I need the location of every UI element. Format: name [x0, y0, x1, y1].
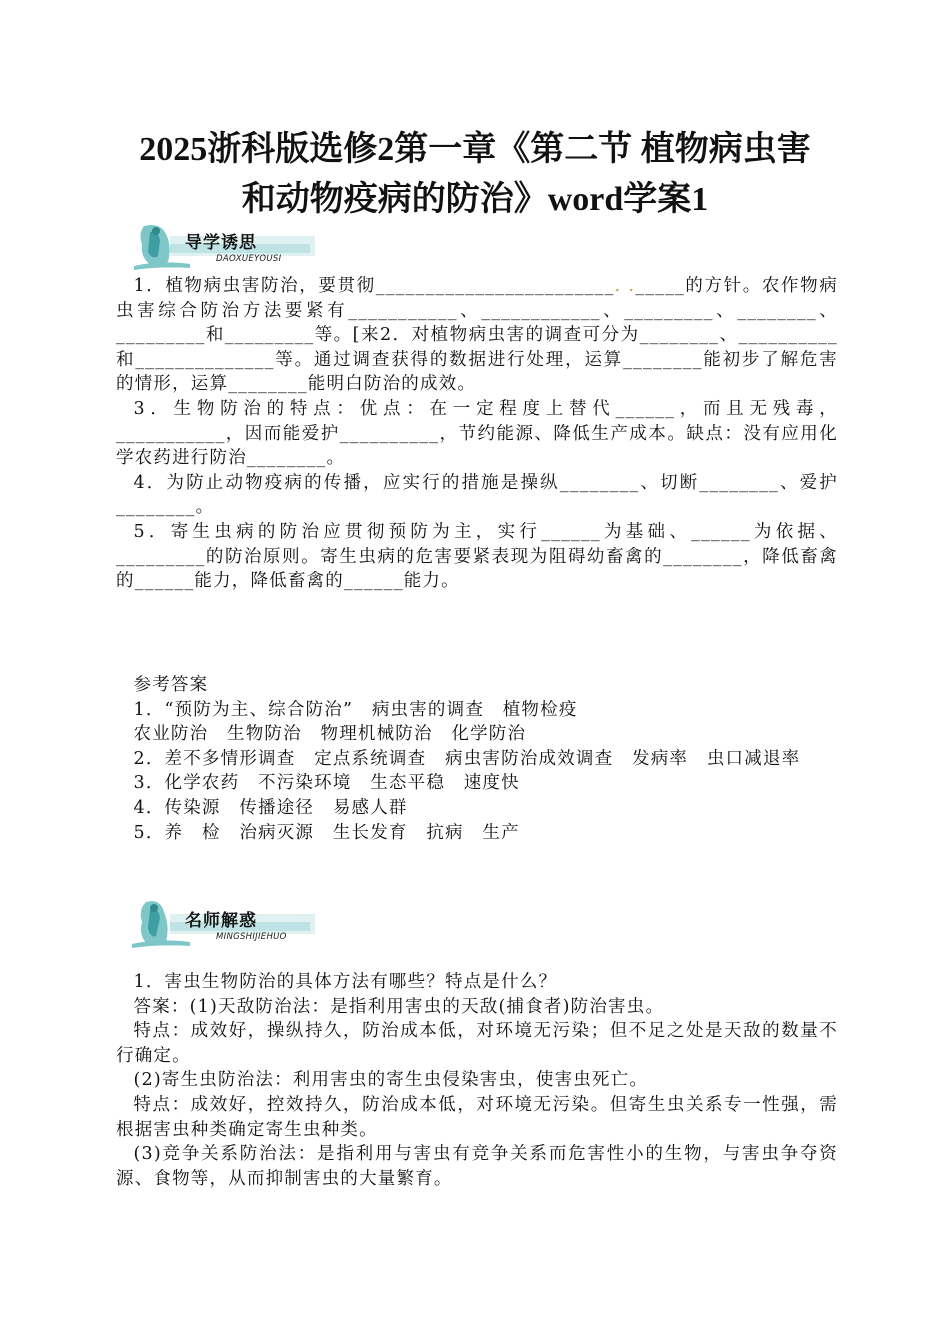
answer-2: 2．差不多情形调查 定点系统调查 病虫害防治成效调查 发病率 虫口减退率	[133, 748, 801, 769]
question-5: 5．寄生虫病的防治应贯彻预防为主，实行______为基础、______为依据、_________的防治原则。寄生虫病的危害要紧表现为阻碍幼畜禽的________，降低畜禽的______能力，降低畜禽的______能力。	[116, 521, 838, 592]
feature-2: 特点：成效好，控效持久，防治成本低，对环境无污染。但寄生虫关系专一性强，需根据害虫种类确定寄生虫种类。	[116, 1094, 838, 1140]
question-4: 4．为防止动物疫病的传播，应实行的措施是操纵________、切断________、爱护________。	[116, 472, 838, 518]
banner-title: 导学诱思	[185, 233, 257, 253]
question-1-2: 1．植物病虫害防治，要贯彻________________________. ._____的方针。农作物病虫害综合防治方法要紧有___________、____________、_________、________、_________和_________等。[来2．对植物病虫害的调查可分为________、__________和______________等。通过调查获得的数据进行处理，运算________能初步了解危害的情形，运算________能明白防治的成效。	[116, 276, 838, 395]
answer-1-continued: 农业防治 生物防治 物理机械防治 化学防治	[133, 724, 527, 745]
answer-method-3: (3)竞争关系防治法：是指利用与害虫有竞争关系而危害性小的生物，与害虫争夺资源、食物等，从而抑制害虫的大量繁育。	[116, 1144, 838, 1189]
feature-1: 特点：成效好，操纵持久，防治成本低，对环境无污染；但不足之处是天敌的数量不行确定。	[116, 1021, 838, 1066]
answer-method-1: 答案：(1)天敌防治法：是指利用害虫的天敌(捕食者)防治害虫。	[133, 996, 665, 1017]
answer-3: 3．化学农药 不污染环境 生态平稳 速度快	[133, 773, 520, 794]
banner-subtitle: MINGSHIJIEHUO	[216, 932, 287, 942]
banner-title: 名师解惑	[185, 911, 257, 931]
banner-subtitle: DAOXUEYOUSI	[216, 254, 282, 264]
banner-daoxue	[130, 222, 315, 274]
answer-1: 1．“预防为主、综合防治” 病虫害的调查 植物检疫	[133, 699, 578, 720]
question-3: 3．生物防治的特点：优点：在一定程度上替代______，而且无残毒，___________，因而能爱护__________，节约能源、降低生产成本。缺点：没有应用化学农药进行防治________。	[116, 398, 838, 469]
answer-method-2: (2)寄生虫防治法：利用害虫的寄生虫侵染害虫，使害虫死亡。	[133, 1070, 649, 1091]
answer-5: 5．养 检 治病灭源 生长发育 抗病 生产	[133, 822, 520, 843]
answers-block	[116, 673, 838, 845]
title-line-1: 2025浙科版选修2第一章《第二节 植物病虫害	[139, 131, 811, 168]
banner-mingshi	[130, 900, 315, 952]
section-mingshi	[116, 970, 838, 1191]
question-detail-1: 1．害虫生物防治的具体方法有哪些？特点是什么？	[133, 972, 558, 992]
answers-heading: 参考答案	[133, 675, 209, 695]
section-daoxue	[116, 274, 838, 594]
document-title	[0, 125, 950, 225]
title-line-2: 和动物疫病的防治》word学案1	[241, 181, 709, 218]
decor-dots: . .	[614, 276, 636, 296]
answer-4: 4．传染源 传播途径 易感人群	[133, 797, 408, 818]
